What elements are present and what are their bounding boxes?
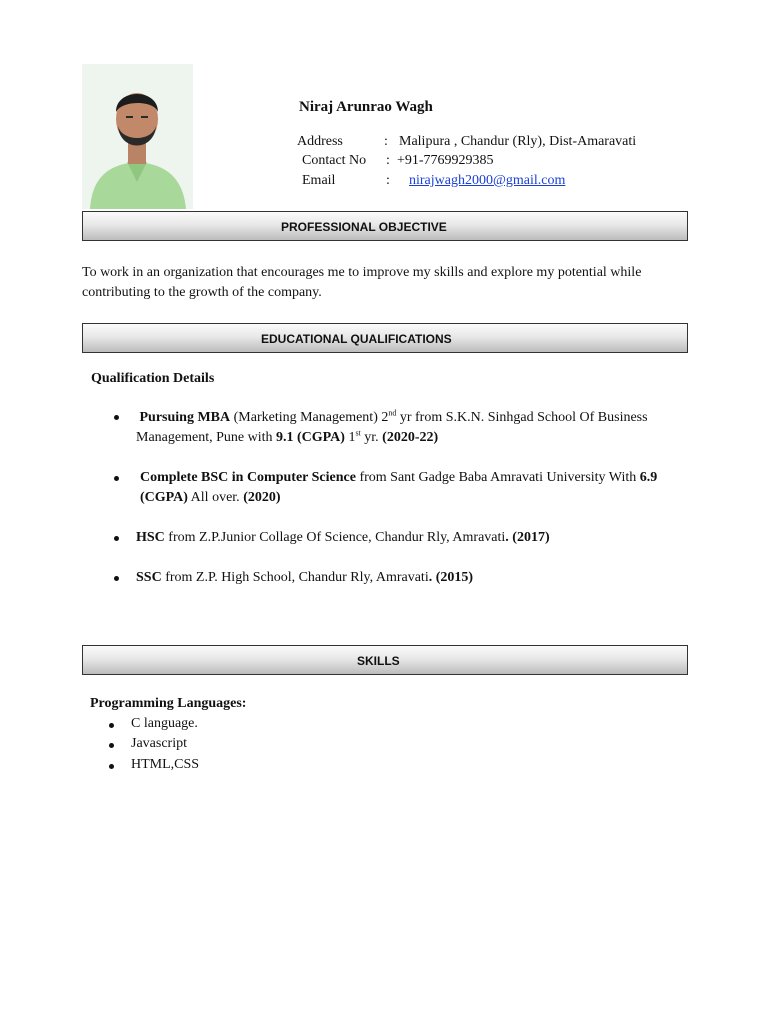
objective-text: To work in an organization that encourages me to improve my skills and explore my potential while contributing to the growth of the company. bbox=[82, 265, 642, 300]
bullet-icon bbox=[109, 723, 114, 728]
bullet-icon bbox=[109, 764, 114, 769]
item-text: 1 bbox=[344, 430, 356, 445]
item-text: yr. bbox=[360, 430, 383, 445]
contact-separator: : bbox=[386, 153, 390, 168]
item-text: from Sant Gadge Baba Amravati University With bbox=[355, 470, 640, 485]
item-text: from Z.P.Junior Collage Of Science, Chandur Rly, Amravati bbox=[164, 530, 506, 545]
bullet-icon bbox=[109, 743, 114, 748]
section-title: PROFESSIONAL OBJECTIVE bbox=[281, 220, 447, 234]
email-link[interactable]: nirajwagh2000@gmail.com bbox=[409, 173, 566, 188]
contact-label: Contact No bbox=[302, 153, 367, 168]
year: . (2017) bbox=[505, 530, 550, 545]
superscript: st bbox=[355, 428, 361, 438]
qualification-item-ssc bbox=[136, 568, 676, 588]
profile-photo bbox=[82, 64, 193, 209]
section-title: SKILLS bbox=[357, 654, 400, 668]
year: . (2015) bbox=[428, 570, 474, 585]
section-bar-objective bbox=[82, 211, 688, 241]
item-text: from Z.P. High School, Chandur Rly, Amravati bbox=[161, 570, 429, 585]
phone-value: +91-7769929385 bbox=[397, 153, 494, 168]
section-bar-skills bbox=[82, 645, 688, 675]
contact-separator: : bbox=[386, 173, 390, 188]
qualification-item-hsc bbox=[136, 528, 676, 548]
section-title: EDUCATIONAL QUALIFICATIONS bbox=[261, 332, 452, 346]
qualification-item-mba bbox=[136, 408, 676, 448]
superscript: nd bbox=[388, 408, 397, 418]
skills-subheading: Programming Languages: bbox=[90, 696, 247, 711]
qualification-item-bsc bbox=[140, 468, 680, 508]
year: (2020-22) bbox=[382, 430, 439, 445]
bullet-icon bbox=[114, 415, 119, 420]
item-text: All over. bbox=[187, 490, 244, 505]
grade: 6.9 (CGPA) bbox=[140, 470, 658, 505]
item-text: (Marketing Management) 2 bbox=[230, 410, 389, 425]
candidate-name: Niraj Arunrao Wagh bbox=[299, 99, 433, 115]
skill-item: C language. bbox=[131, 716, 198, 731]
skill-item: HTML,CSS bbox=[131, 757, 200, 772]
contact-separator: : bbox=[384, 134, 388, 149]
item-text: yr from S.K.N. Sinhgad School Of Business Management, Pune with bbox=[136, 410, 648, 445]
degree-name: Pursuing MBA bbox=[139, 410, 231, 425]
bullet-icon bbox=[114, 536, 119, 541]
contact-label: Email bbox=[302, 173, 336, 188]
skill-item: Javascript bbox=[131, 736, 187, 751]
grade: 9.1 (CGPA) bbox=[275, 430, 345, 445]
bullet-icon bbox=[114, 476, 119, 481]
contact-label: Address bbox=[297, 134, 343, 149]
degree-name: SSC bbox=[136, 570, 162, 585]
degree-name: Complete BSC in Computer Science bbox=[140, 470, 356, 485]
section-bar-education bbox=[82, 323, 688, 353]
degree-name: HSC bbox=[136, 530, 165, 545]
qualification-subheading: Qualification Details bbox=[91, 371, 215, 386]
address-value: Malipura , Chandur (Rly), Dist-Amaravati bbox=[399, 134, 637, 149]
bullet-icon bbox=[114, 576, 119, 581]
year: (2020) bbox=[243, 490, 281, 505]
